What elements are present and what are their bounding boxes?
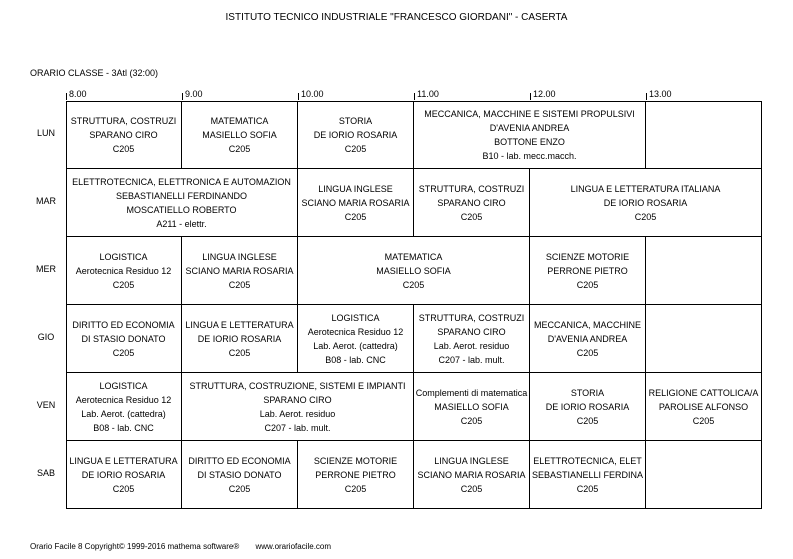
lesson-detail: DE IORIO ROSARIA [545, 401, 630, 412]
lesson-detail: C205 [344, 483, 367, 494]
lesson-detail: C205 [112, 483, 135, 494]
empty-cell [646, 305, 762, 373]
lesson-detail: B08 - lab. CNC [325, 354, 386, 365]
lesson-detail: PERRONE PIETRO [547, 265, 628, 276]
lesson-detail: Lab. Aerot. (cattedra) [313, 340, 398, 351]
day-label-mar: MAR [36, 196, 56, 206]
lesson-detail: A211 - elettr. [156, 218, 207, 229]
lesson-subject: LINGUA E LETTERATURA [69, 455, 178, 466]
lesson-cell [298, 237, 530, 305]
lesson-detail: Aerotecnica Residuo 12 [75, 265, 172, 276]
time-tick [530, 93, 531, 100]
lesson-cell [530, 237, 646, 305]
lesson-subject: DIRITTO ED ECONOMIA [72, 319, 175, 330]
lesson-cell [414, 169, 530, 237]
lesson-detail: PAROLISE ALFONSO [658, 401, 749, 412]
footer-url: www.orariofacile.com [255, 542, 332, 551]
lesson-subject: STRUTTURA, COSTRUZI [418, 312, 525, 323]
time-label: 10.00 [301, 89, 324, 99]
lesson-detail: C205 [460, 211, 483, 222]
lesson-detail: C205 [112, 143, 135, 154]
lesson-cell [66, 237, 182, 305]
lesson-subject: SCIENZE MOTORIE [313, 455, 398, 466]
day-label-lun: LUN [36, 128, 55, 138]
lesson-detail: DI STASIO DONATO [197, 469, 282, 480]
lesson-detail: SPARANO CIRO [263, 394, 332, 405]
lesson-detail: DE IORIO ROSARIA [197, 333, 282, 344]
lesson-detail: MASIELLO SOFIA [202, 129, 277, 140]
lesson-detail: B08 - lab. CNC [93, 422, 154, 433]
lesson-detail: C207 - lab. mult. [438, 354, 505, 365]
timetable-grid [66, 101, 762, 509]
lesson-detail: Aerotecnica Residuo 12 [75, 394, 172, 405]
lesson-subject: SCIENZE MOTORIE [545, 251, 630, 262]
time-label: 12.00 [533, 89, 556, 99]
footer-copyright: Orario Facile 8 Copyright© 1999-2016 mathema software® [30, 542, 240, 551]
lesson-subject: Complementi di matematica [415, 387, 528, 398]
lesson-subject: MECCANICA, MACCHINE [533, 319, 641, 330]
lesson-subject: LOGISTICA [331, 312, 380, 323]
day-label-sab: SAB [36, 468, 55, 478]
lesson-cell [66, 441, 182, 509]
lesson-subject: STORIA [570, 387, 605, 398]
time-label: 11.00 [417, 89, 439, 99]
lesson-subject: DIRITTO ED ECONOMIA [188, 455, 291, 466]
lesson-detail: C205 [344, 143, 367, 154]
lesson-detail: C205 [576, 347, 599, 358]
lesson-cell [414, 101, 646, 169]
lesson-cell [66, 373, 182, 441]
lesson-detail: C205 [112, 347, 135, 358]
time-label: 9.00 [185, 89, 203, 99]
lesson-cell [182, 305, 298, 373]
lesson-detail: BOTTONE ENZO [494, 136, 565, 147]
lesson-detail: SCIANO MARIA ROSARIA [301, 197, 410, 208]
lesson-cell [530, 305, 646, 373]
lesson-detail: SCIANO MARIA ROSARIA [417, 469, 526, 480]
lesson-detail: DI STASIO DONATO [81, 333, 166, 344]
lesson-subject: STORIA [338, 115, 373, 126]
lesson-cell [530, 441, 646, 509]
class-subtitle: ORARIO CLASSE - 3Atl (32:00) [30, 68, 159, 78]
lesson-subject: LINGUA E LETTERATURA ITALIANA [570, 183, 721, 194]
day-label-mer: MER [36, 264, 56, 274]
lesson-subject: LINGUA E LETTERATURA [185, 319, 294, 330]
lesson-detail: C205 [576, 415, 599, 426]
lesson-cell [298, 169, 414, 237]
lesson-cell [66, 101, 182, 169]
time-label: 8.00 [69, 89, 87, 99]
lesson-subject: MATEMATICA [384, 251, 443, 262]
lesson-cell [66, 305, 182, 373]
day-label-gio: GIO [37, 332, 55, 342]
lesson-detail: MASIELLO SOFIA [434, 401, 509, 412]
lesson-cell [298, 441, 414, 509]
lesson-detail: C207 - lab. mult. [264, 422, 331, 433]
lesson-cell [646, 373, 762, 441]
lesson-detail: SPARANO CIRO [437, 197, 506, 208]
lesson-cell [298, 101, 414, 169]
lesson-detail: Lab. Aerot. (cattedra) [81, 408, 166, 419]
page-title: ISTITUTO TECNICO INDUSTRIALE "FRANCESCO GIORDANI" - CASERTA [225, 12, 568, 23]
time-tick [182, 93, 183, 100]
lesson-detail: DE IORIO ROSARIA [603, 197, 688, 208]
lesson-detail: C205 [460, 483, 483, 494]
empty-cell [646, 237, 762, 305]
lesson-detail: C205 [576, 483, 599, 494]
lesson-cell [66, 169, 298, 237]
lesson-detail: B10 - lab. mecc.macch. [482, 150, 577, 161]
lesson-detail: C205 [692, 415, 715, 426]
lesson-subject: MATEMATICA [210, 115, 269, 126]
lesson-detail: C205 [344, 211, 367, 222]
lesson-detail: C205 [228, 279, 251, 290]
lesson-detail: Aerotecnica Residuo 12 [307, 326, 404, 337]
day-label-ven: VEN [36, 400, 56, 410]
lesson-subject: LOGISTICA [99, 251, 148, 262]
lesson-detail: C205 [228, 143, 251, 154]
lesson-cell [182, 373, 414, 441]
lesson-subject: ELETTROTECNICA, ELETTRONICA E AUTOMAZION [72, 176, 291, 187]
lesson-detail: D'AVENIA ANDREA [547, 333, 628, 344]
lesson-cell [182, 237, 298, 305]
lesson-detail: SPARANO CIRO [89, 129, 158, 140]
time-header [0, 89, 793, 101]
lesson-subject: RELIGIONE CATTOLICA/A [648, 387, 759, 398]
empty-cell [646, 101, 762, 169]
time-label: 13.00 [649, 89, 672, 99]
lesson-subject: LINGUA INGLESE [434, 455, 509, 466]
lesson-detail: MOSCATIELLO ROBERTO [126, 204, 237, 215]
lesson-detail: C205 [634, 211, 657, 222]
footer [30, 542, 331, 551]
lesson-detail: C205 [402, 279, 425, 290]
lesson-subject: ELETTROTECNICA, ELET [533, 455, 642, 466]
lesson-detail: C205 [576, 279, 599, 290]
lesson-cell [182, 101, 298, 169]
lesson-detail: C205 [228, 483, 251, 494]
lesson-cell [298, 305, 414, 373]
lesson-subject: LOGISTICA [99, 380, 148, 391]
lesson-cell [414, 441, 530, 509]
lesson-detail: SCIANO MARIA ROSARIA [185, 265, 294, 276]
lesson-detail: Lab. Aerot. residuo [259, 408, 336, 419]
lesson-detail: SPARANO CIRO [437, 326, 506, 337]
lesson-detail: DE IORIO ROSARIA [81, 469, 166, 480]
lesson-cell [182, 441, 298, 509]
lesson-subject: LINGUA INGLESE [318, 183, 393, 194]
lesson-subject: LINGUA INGLESE [202, 251, 277, 262]
time-tick [298, 93, 299, 100]
lesson-cell [414, 305, 530, 373]
lesson-detail: C205 [460, 415, 483, 426]
lesson-detail: C205 [112, 279, 135, 290]
time-tick [414, 93, 415, 100]
lesson-subject: STRUTTURA, COSTRUZIONE, SISTEMI E IMPIANTI [189, 380, 406, 391]
lesson-cell [530, 373, 646, 441]
lesson-detail: SEBASTIANELLI FERDINANDO [115, 190, 248, 201]
lesson-subject: STRUTTURA, COSTRUZI [418, 183, 525, 194]
lesson-detail: D'AVENIA ANDREA [489, 122, 570, 133]
lesson-subject: MECCANICA, MACCHINE E SISTEMI PROPULSIVI [424, 108, 635, 119]
lesson-detail: SEBASTIANELLI FERDINA [531, 469, 644, 480]
lesson-detail: DE IORIO ROSARIA [313, 129, 398, 140]
lesson-detail: PERRONE PIETRO [315, 469, 396, 480]
lesson-cell [530, 169, 762, 237]
lesson-subject: STRUTTURA, COSTRUZI [70, 115, 177, 126]
lesson-detail: MASIELLO SOFIA [376, 265, 451, 276]
lesson-detail: Lab. Aerot. residuo [433, 340, 510, 351]
empty-cell [646, 441, 762, 509]
lesson-detail: C205 [228, 347, 251, 358]
time-tick [66, 93, 67, 100]
lesson-cell [414, 373, 530, 441]
time-tick [646, 93, 647, 100]
